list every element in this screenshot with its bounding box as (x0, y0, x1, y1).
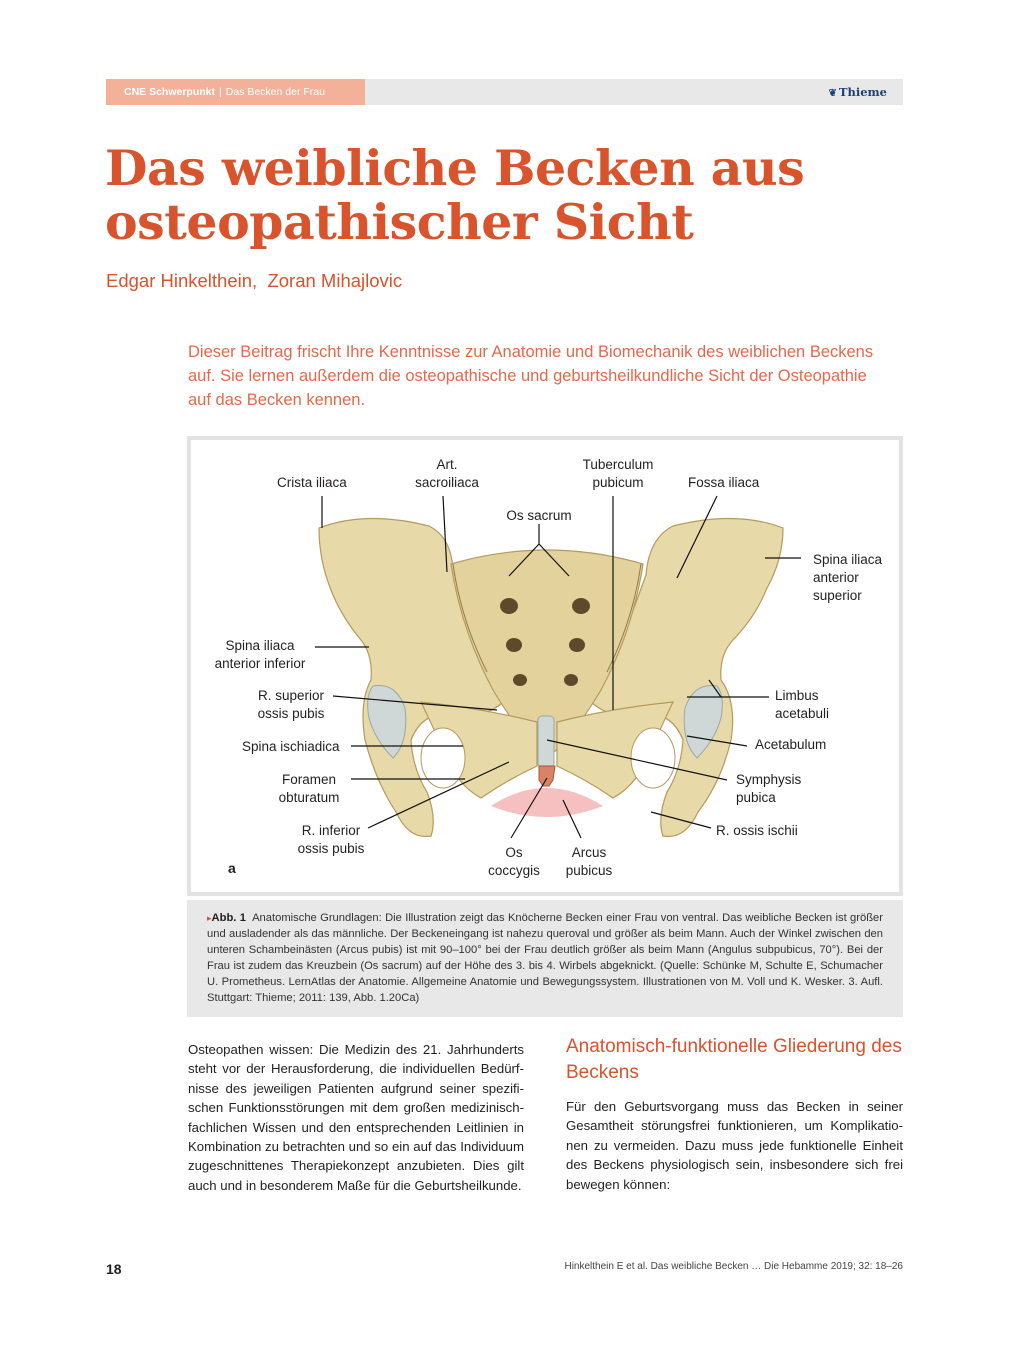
label-line: sacroiliaca (415, 475, 479, 490)
label-line: ossis pubis (257, 706, 325, 721)
label-line: Arcus (571, 845, 607, 860)
caption-text: Anatomische Grundlagen: Die Illustration zeigt das Knöcherne Becken einer Frau von ventral. Das weibliche Becken ist größer und ausladender als das männliche. Der Beckeneingang ist nahezu queroval und größer als beim Mann. Auch der Winkel zwischen den unteren Schambeinästen (Arcus pubis) ist mit 90–100° bei der Frau deutlich größer als beim Mann (Angulus subpubicus, 70°). Bei der Frau ist zudem das Kreuzbein (Os sacrum) auf der Höhe des 3. bis 4. Wirbels abgeknickt. (Quelle: Schünke M, Schulte E, Schumacher U. Prometheus. LernAtlas der Anatomie. Allgemeine Anatomie und Bewegungssystem. Illustrationen von M. Voll und K. Wesker. 3. Aufl. Stuttgart: Thieme; 2011: 139, Abb. 1.20Ca) (207, 912, 883, 1004)
label-line: R. superior (257, 688, 325, 703)
label-line: anterior inferior (214, 656, 306, 671)
section-heading: Anatomisch-funktionelle Gliederung des Beckens (566, 1036, 902, 1083)
label-limbus-acetabuli (775, 687, 829, 723)
label-line: Limbus (775, 688, 819, 703)
label-r-ossis-ischii: R. ossis ischii (716, 823, 798, 838)
figure-caption (187, 900, 903, 1017)
body-right-column: Für den Geburtsvorgang muss das Becken in seiner Gesamtheit störungsfrei funktionieren, um Komplikationen zu vermeiden. Dazu muss jede funktionelle Einheit des Beckens physiologisch sein, insbesondere sich frei bewegen können: (566, 1099, 903, 1192)
sacral-foramen (564, 674, 578, 686)
body-left-column: Osteopathen wissen: Die Medizin des 21. Jahrhunderts steht vor der Herausforderung, die individuellen Bedürfnisse des jeweiligen Patienten aufgrund seiner spezifischen Funktionsstörungen mit dem großen medizinisch-fachlichen Wissen und den entsprechenden Leitlinien in Kombination zu betrachten und so ein auf das Individuum zugeschnittenes Therapiekonzept anzubieten. Dies gilt auch und in besonderem Maße für die Geburtsheilkunde. (188, 1042, 524, 1193)
label-foramen-obturatum (269, 771, 349, 807)
publisher-name: Thieme (838, 85, 887, 99)
label-line: Tuberculum (582, 457, 654, 472)
label-line: pubicus (565, 863, 613, 878)
caption-marker-icon: ▸ (207, 913, 212, 923)
title-line-1: Das weibliche Becken aus (105, 139, 805, 197)
label-fossa-iliaca: Fossa iliaca (688, 475, 760, 490)
label-line: ossis pubis (297, 841, 365, 856)
label-line: coccygis (488, 863, 540, 878)
panel-letter: a (228, 860, 236, 876)
label-line: Foramen (281, 772, 337, 787)
sacral-foramen (569, 638, 585, 652)
label-r-inferior-ossis-pubis (291, 822, 371, 858)
anatomy-figure (187, 436, 903, 896)
title-line-2: osteopathischer Sicht (105, 193, 694, 251)
label-acetabulum: Acetabulum (755, 737, 827, 752)
label-line: Art. (436, 457, 458, 472)
label-line: obturatum (278, 790, 340, 805)
thieme-logo-icon: ❦ (828, 88, 837, 99)
label-os-sacrum: Os sacrum (506, 508, 572, 523)
label-spina-ischiadica: Spina ischiadica (242, 739, 340, 754)
label-crista-iliaca: Crista iliaca (277, 475, 347, 490)
publisher-logo (829, 79, 887, 105)
label-line: pubicum (592, 475, 644, 490)
sacral-foramen (572, 598, 590, 614)
label-line: superior (813, 588, 862, 603)
lead-paragraph: Dieser Beitrag frischt Ihre Kenntnisse zur Anatomie und Biomechanik des weiblichen Beckens auf. Sie lernen außerdem die osteopathische und geburtsheilkundliche Sicht der Osteopathie auf das Becken kennen. (188, 343, 874, 409)
section-label: CNE Schwerpunkt (124, 86, 216, 98)
separator: | (219, 86, 222, 98)
page-number: 18 (106, 1261, 122, 1277)
sacral-foramen (500, 598, 518, 614)
label-os-coccygis (481, 844, 547, 880)
caption-id: Abb. 1 (211, 912, 246, 924)
coccyx (539, 766, 555, 786)
label-line: pubica (736, 790, 776, 805)
right-obturator-foramen (631, 728, 675, 788)
pubic-arch-area (491, 788, 603, 817)
label-art-sacroiliaca (409, 456, 485, 492)
label-r-superior-ossis-pubis (251, 687, 331, 723)
topic-label: Das Becken der Frau (225, 86, 325, 98)
authors: Edgar Hinkelthein, Zoran Mihajlovic (106, 270, 403, 291)
label-spina-iliaca-ant-inf (205, 637, 315, 673)
label-line: Spina iliaca (813, 552, 883, 567)
sacral-foramen (513, 674, 527, 686)
symphysis (538, 716, 554, 768)
label-line: anterior (813, 570, 859, 585)
label-line: Os (505, 845, 523, 860)
running-header (106, 79, 903, 105)
label-tuberculum-pubicum (573, 456, 663, 492)
article-title (105, 141, 905, 249)
label-line: Symphysis (736, 772, 802, 787)
label-line: R. inferior (301, 823, 361, 838)
footer-citation: Hinkelthein E et al. Das weibliche Becken … Die Hebamme 2019; 32: 18–26 (564, 1261, 903, 1272)
label-line: Spina iliaca (225, 638, 295, 653)
label-spina-iliaca-ant-sup (813, 551, 882, 605)
label-symphysis-pubica (736, 771, 801, 807)
label-arcus-pubicus (559, 844, 619, 880)
sacral-foramen (506, 638, 522, 652)
section-tag (106, 79, 365, 105)
label-line: acetabuli (775, 706, 830, 721)
